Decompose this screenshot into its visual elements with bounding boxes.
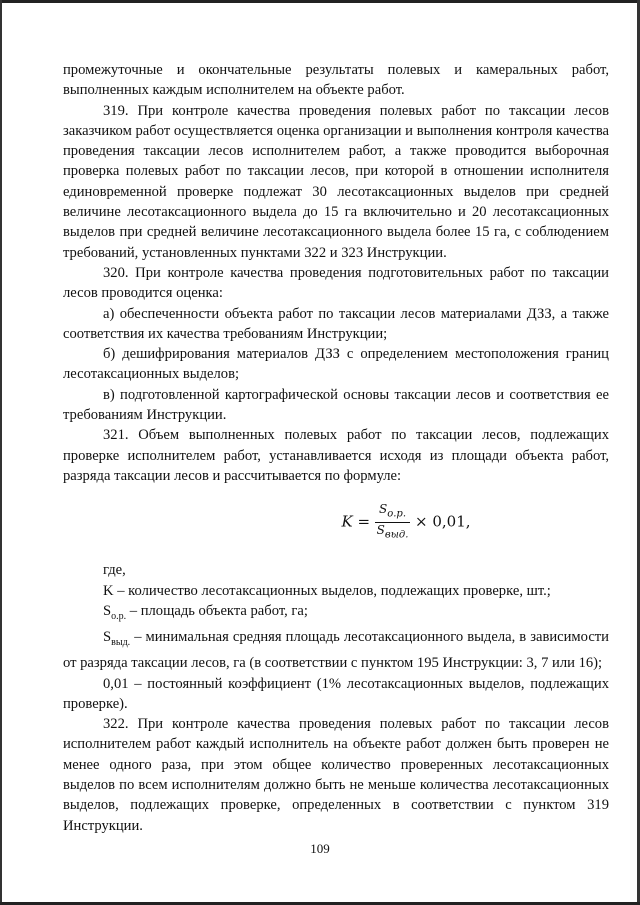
list-item-b: б) дешифрирования материалов ДЗЗ с определением местоположения границ лесотаксационных выделов; xyxy=(63,346,609,383)
paragraph-321: 321. Объем выполненных полевых работ по таксации лесов, подлежащих проверке исполнителем работ, устанавливается исходя из площади объекта работ, разряда таксации лесов и рассчитывается по формуле: xyxy=(63,427,609,484)
paragraph-where: где, xyxy=(103,562,126,579)
scan-border-left xyxy=(0,0,2,905)
scan-border-top xyxy=(0,0,640,3)
paragraph-320: 320. При контроле качества проведения подготовительных работ по таксации лесов проводится оценка: xyxy=(63,264,609,302)
definition-s-op: $S_{о.р.}$ – площадь объекта работ, га; xyxy=(103,602,308,622)
formula-fraction xyxy=(375,502,411,542)
paragraph-319: 319. При контроле качества проведения полевых работ по таксации лесов заказчиком работ осуществляется оценка организации и выполнения контроля качества проведения таксации лесов исполнителем работ, а также проводится выборочная проверка полевых работ по таксации лесов, при которой в отношении исполнителя единовременной проверке подлежат 30 лесотаксационных выделов при средней величине лесотаксационного выдела до 15 га включительно и 20 лесотаксационных выделов при средней величине лесотаксационного выдела более 15 га, с соблюдением требований, установленных пунктами 322 и 323 Инструкции. xyxy=(63,102,609,261)
definition-coefficient: 0,01 – постоянный коэффициент (1% лесотаксационных выделов, подлежащих проверке). xyxy=(63,675,609,712)
formula-lhs: K = xyxy=(341,512,371,531)
list-item-v: в) подготовленной картографической основы таксации лесов и соответствия ее требованиям Инструкции. xyxy=(63,386,609,424)
paragraph-continuation: промежуточные и окончательные результаты полевых и камеральных работ, выполненных каждым исполнителем на объекте работ. xyxy=(63,62,609,99)
page-number: 109 xyxy=(310,841,330,856)
formula-numerator: $S_{о.р.}$ xyxy=(375,502,411,522)
document-page xyxy=(63,60,609,836)
formula xyxy=(63,496,609,542)
formula-rhs: × 0,01, xyxy=(415,512,471,531)
formula-denominator: $S_{выд.}$ xyxy=(376,522,409,541)
list-item-a: а) обеспеченности объекта работ по таксации лесов материалами ДЗЗ, а также соответствия их качества требованиям Инструкции; xyxy=(63,305,609,342)
definition-k: K – количество лесотаксационных выделов, подлежащих проверке, шт.; xyxy=(103,582,551,599)
definition-s-vyd: $S_{выд.}$ – минимальная средняя площадь лесотаксационного выдела, в зависимости от разряда таксации лесов, га (в соответствии с пунктом 195 Инструкции: 3, 7 или 16); xyxy=(63,629,609,672)
paragraph-322: 322. При контроле качества проведения полевых работ по таксации лесов исполнителем работ каждый исполнитель на объекте работ должен быть проверен не менее одного раза, при этом общее количество проверенных лесотаксационных выделов по всем исполнителям должно быть не меньше количества лесотаксационных выделов, подлежащих проверке, определенных в соответствии с пунктом 319 Инструкции. xyxy=(63,716,609,834)
